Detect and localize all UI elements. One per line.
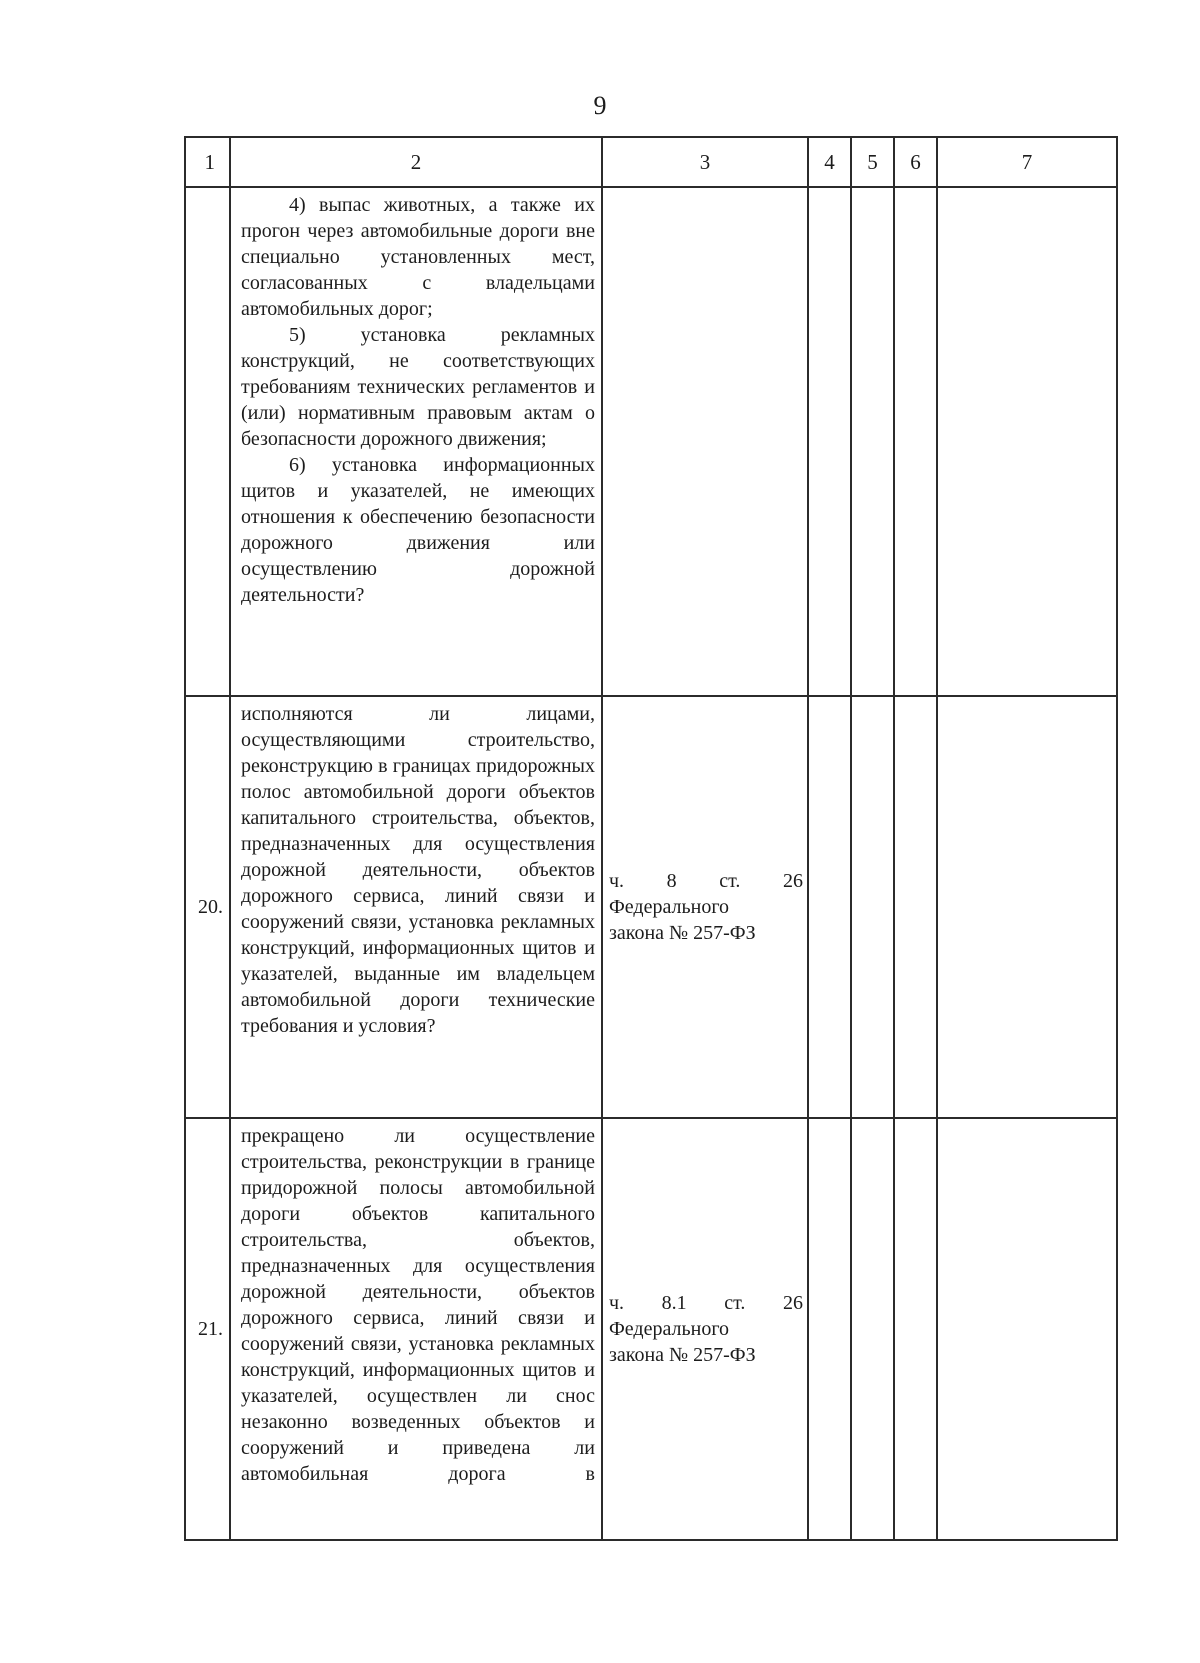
- note-cell-7: [937, 696, 1117, 1118]
- answer-cell-6: [894, 187, 937, 696]
- checklist-table: [184, 136, 1118, 1541]
- answer-cell-4: [808, 696, 851, 1118]
- answer-cell-5: [851, 1118, 894, 1540]
- header-col-4: 4: [808, 137, 851, 187]
- page-number: 9: [593, 91, 607, 120]
- reference-cell: [602, 696, 808, 1118]
- row-number: 21.: [185, 1118, 230, 1540]
- question-cell: [230, 1118, 602, 1540]
- header-row: [185, 137, 1117, 187]
- row-number: 20.: [185, 696, 230, 1118]
- reference-law-line-1: Федерального: [609, 896, 730, 918]
- header-col-3: 3: [602, 137, 808, 187]
- question-item-4: 4) выпас животных, а также их прогон через автомобильные дороги вне специально установленных мест, согласованных с владельцами автомобильных дорог;: [241, 194, 595, 320]
- reference-law-line-2: закона № 257-ФЗ: [609, 1344, 756, 1366]
- answer-cell-6: [894, 696, 937, 1118]
- reference-article: ч. 8.1 ст. 26: [609, 1292, 803, 1314]
- table-row: [185, 696, 1117, 1118]
- table-row: [185, 187, 1117, 696]
- header-col-7: 7: [937, 137, 1117, 187]
- row-number: [185, 187, 230, 696]
- question-cell: [230, 696, 602, 1118]
- note-cell-7: [937, 1118, 1117, 1540]
- answer-cell-4: [808, 1118, 851, 1540]
- question-text: прекращено ли осуществление строительства, реконструкции в границе придорожной полосы автомобильной дороги объектов капитального строительства, объектов, предназначенных для осуществления дорожной деятельности, объектов дорожного сервиса, линий связи и сооружений связи, установка рекламных конструкций, информационных щитов и указателей, осуществлен ли снос незаконно возведенных объектов и сооружений и приведена ли автомобильная дорога в: [241, 1125, 595, 1485]
- answer-cell-6: [894, 1118, 937, 1540]
- reference-law-line-1: Федерального: [609, 1318, 730, 1340]
- question-item-6: 6) установка информационных щитов и указателей, не имеющих отношения к обеспечению безопасности дорожного движения или осуществлению дорожной деятельности?: [241, 454, 595, 606]
- question-cell: [230, 187, 602, 696]
- question-item-5: 5) установка рекламных конструкций, не соответствующих требованиям технических регламентов и (или) нормативным правовым актам о безопасности дорожного движения;: [241, 324, 595, 450]
- answer-cell-5: [851, 696, 894, 1118]
- header-col-5: 5: [851, 137, 894, 187]
- reference-cell: [602, 1118, 808, 1540]
- reference-article: ч. 8 ст. 26: [609, 870, 803, 892]
- header-col-6: 6: [894, 137, 937, 187]
- header-col-1: 1: [185, 137, 230, 187]
- question-text: исполняются ли лицами, осуществляющими строительство, реконструкцию в границах придорожных полос автомобильной дороги объектов капитального строительства, объектов, предназначенных для осуществления дорожной деятельности, объектов дорожного сервиса, линий связи и сооружений связи, установка рекламных конструкций, информационных щитов и указателей, выданные им владельцем автомобильной дороги технические требования и условия?: [241, 703, 595, 1037]
- table-row: [185, 1118, 1117, 1540]
- answer-cell-5: [851, 187, 894, 696]
- header-col-2: 2: [230, 137, 602, 187]
- reference-cell: [602, 187, 808, 696]
- reference-law-line-2: закона № 257-ФЗ: [609, 922, 756, 944]
- note-cell-7: [937, 187, 1117, 696]
- answer-cell-4: [808, 187, 851, 696]
